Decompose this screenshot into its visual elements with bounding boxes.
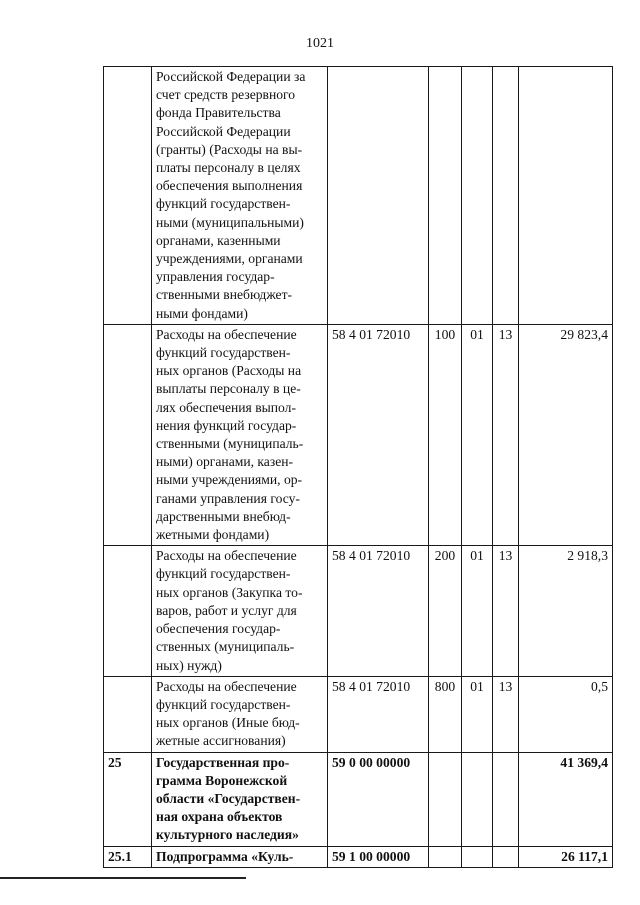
name-line: функций государствен-: [156, 696, 291, 712]
subsection-cell: 13: [493, 546, 519, 676]
name-line: обеспечения государ-: [156, 621, 281, 637]
name-line: дарственными внебюд-: [156, 508, 291, 524]
name-line: жетные ассигнования): [156, 733, 286, 749]
section-cell: [462, 752, 493, 846]
name-line: нения функций государ-: [156, 417, 297, 433]
name-line: лях обеспечения выпол-: [156, 399, 296, 415]
name-line: культурного наследия»: [156, 827, 299, 843]
budget-table-body: [104, 67, 613, 868]
page-number: 1021: [306, 36, 334, 51]
row-number-cell: [104, 546, 152, 676]
table-row: [104, 324, 613, 545]
name-line: функций государствен-: [156, 345, 291, 361]
name-line: счет средств резервного: [156, 87, 296, 103]
name-line: Расходы на обеспечение: [156, 548, 297, 564]
name-line: учреждениями, органами: [156, 251, 303, 267]
name-line: ных) нужд): [156, 657, 222, 673]
name-line: управления государ-: [156, 269, 275, 285]
subsection-cell: [493, 846, 519, 867]
expense-name-cell: [152, 67, 328, 325]
subsection-cell: 13: [493, 324, 519, 545]
table-row: [104, 676, 613, 752]
section-cell: 01: [462, 546, 493, 676]
row-number-cell: [104, 67, 152, 325]
budget-table: [103, 66, 613, 868]
target-article-cell: 59 0 00 00000: [328, 752, 429, 846]
name-line: ственных (муниципаль-: [156, 639, 295, 655]
target-article-cell: 58 4 01 72010: [328, 546, 429, 676]
row-number-cell: 25: [104, 752, 152, 846]
amount-cell: [519, 67, 613, 325]
name-line: ными фондами): [156, 305, 248, 321]
name-line: грамма Воронежской: [156, 772, 288, 788]
subsection-cell: [493, 752, 519, 846]
expense-type-cell: [429, 752, 462, 846]
expense-name-cell: [152, 676, 328, 752]
name-line: выплаты персоналу в це-: [156, 381, 301, 397]
name-line: фонда Правительства: [156, 105, 281, 121]
name-line: Российской Федерации: [156, 123, 291, 139]
name-line: ственными (муниципаль-: [156, 436, 304, 452]
target-article-cell: 58 4 01 72010: [328, 324, 429, 545]
name-line: ных органов (Расходы на: [156, 363, 302, 379]
footnote-separator: [0, 877, 246, 879]
name-line: функций государствен-: [156, 196, 291, 212]
expense-name-cell: [152, 546, 328, 676]
section-cell: 01: [462, 676, 493, 752]
table-row-program: [104, 752, 613, 846]
name-line: ная охрана объектов: [156, 809, 283, 825]
name-line: платы персоналу в целях: [156, 160, 301, 176]
table-row: [104, 546, 613, 676]
table-row: [104, 67, 613, 325]
name-line: ных органов (Закупка то-: [156, 584, 303, 600]
name-line: Российской Федерации за: [156, 69, 306, 84]
name-line: ными (муниципальными): [156, 214, 304, 230]
amount-cell: 2 918,3: [519, 546, 613, 676]
row-number-cell: [104, 676, 152, 752]
name-line: ганами управления госу-: [156, 490, 300, 506]
name-line: Расходы на обеспечение: [156, 678, 297, 694]
name-line: функций государствен-: [156, 566, 291, 582]
expense-name-cell: [152, 324, 328, 545]
name-line: ными учреждениями, ор-: [156, 472, 303, 488]
section-cell: [462, 846, 493, 867]
name-line: варов, работ и услуг для: [156, 602, 297, 618]
name-line: жетными фондами): [156, 527, 270, 543]
name-line: Подпрограмма «Куль-: [156, 848, 294, 864]
section-cell: 01: [462, 324, 493, 545]
subsection-cell: 13: [493, 676, 519, 752]
name-line: обеспечения выполнения: [156, 178, 303, 194]
name-line: ных органов (Иные бюд-: [156, 715, 300, 731]
expense-type-cell: 200: [429, 546, 462, 676]
amount-cell: 26 117,1: [519, 846, 613, 867]
expense-type-cell: 100: [429, 324, 462, 545]
table-row-subprogram: [104, 846, 613, 867]
name-line: Государственная про-: [156, 754, 290, 770]
name-line: ными) органами, казен-: [156, 454, 294, 470]
amount-cell: 29 823,4: [519, 324, 613, 545]
expense-type-cell: [429, 67, 462, 325]
row-number-cell: [104, 324, 152, 545]
target-article-cell: [328, 67, 429, 325]
target-article-cell: 58 4 01 72010: [328, 676, 429, 752]
section-cell: [462, 67, 493, 325]
amount-cell: 41 369,4: [519, 752, 613, 846]
name-line: ственными внебюджет-: [156, 287, 293, 303]
amount-cell: 0,5: [519, 676, 613, 752]
name-line: (гранты) (Расходы на вы-: [156, 141, 303, 157]
expense-name-cell: [152, 846, 328, 867]
name-line: Расходы на обеспечение: [156, 326, 297, 342]
expense-name-cell: [152, 752, 328, 846]
expense-type-cell: [429, 846, 462, 867]
subsection-cell: [493, 67, 519, 325]
target-article-cell: 59 1 00 00000: [328, 846, 429, 867]
name-line: органами, казенными: [156, 232, 281, 248]
row-number-cell: 25.1: [104, 846, 152, 867]
name-line: области «Государствен-: [156, 790, 301, 806]
expense-type-cell: 800: [429, 676, 462, 752]
